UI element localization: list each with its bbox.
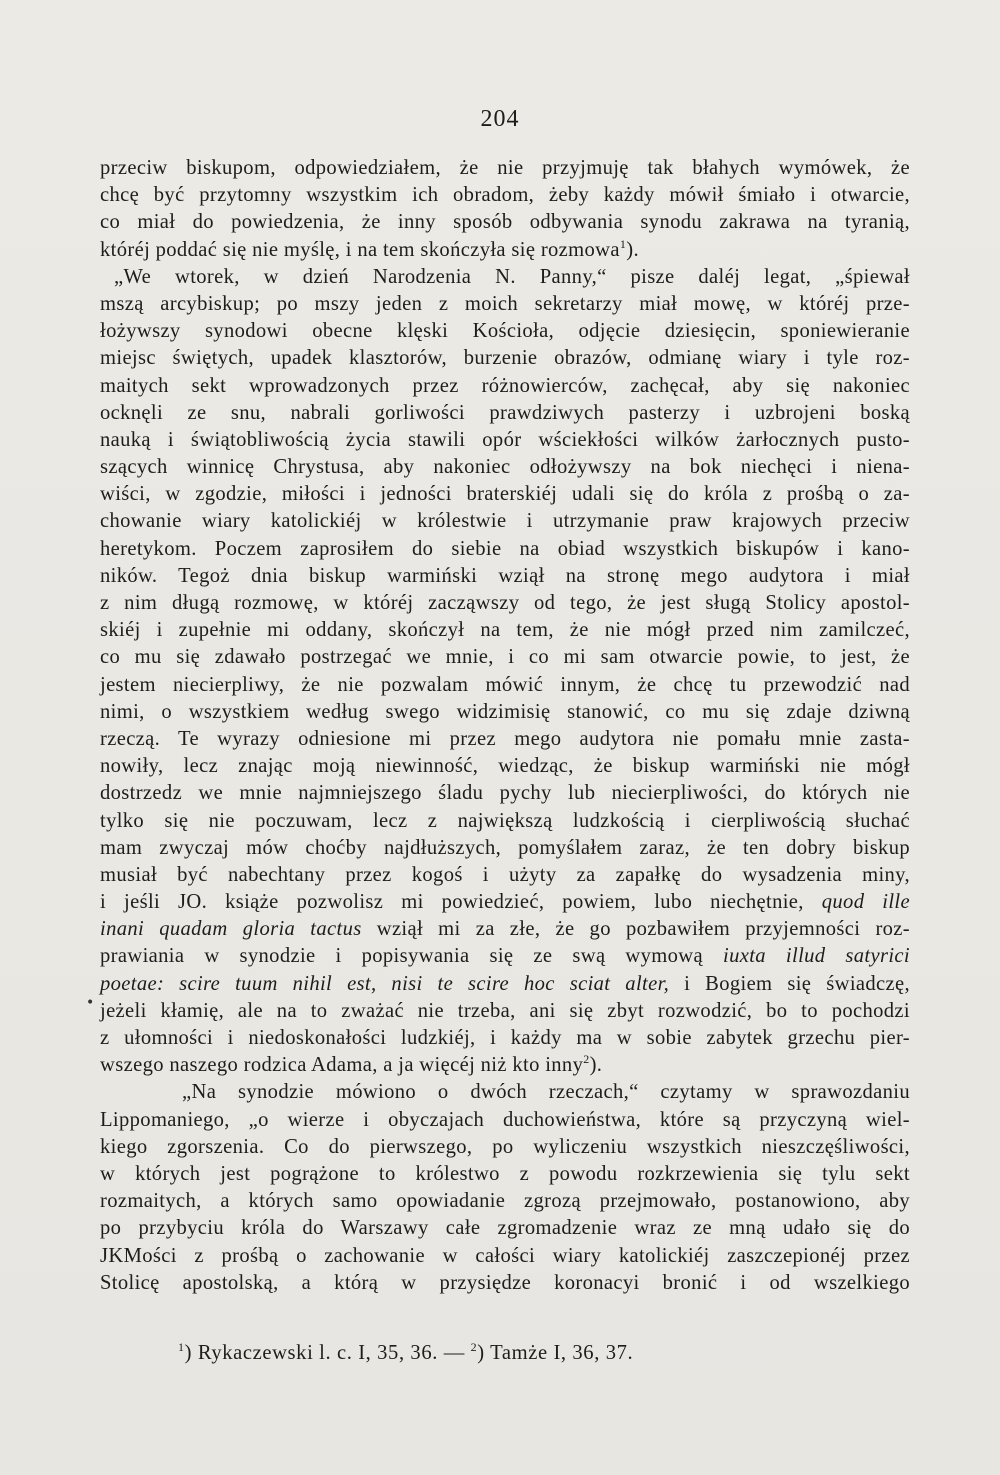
footnote-mark: 1 (178, 1340, 185, 1354)
text-line: nimi, o wszystkiem według swego widzimisię stanowić, co mu się zdaje dziwną (100, 700, 910, 723)
text-line: „We wtorek, w dzień Narodzenia N. Panny,“ pisze daléj legat, „śpiewał (114, 265, 910, 288)
footnote-ref: 1 (619, 236, 627, 251)
text-line: rzeczą. Te wyrazy odniesione mi przez mego audytora nie pomału mnie zasta- (100, 727, 910, 750)
text-line: Stolicę apostolską, a którą w przysiędze koronacyi bronić i od wszelkiego (100, 1271, 910, 1294)
text-line: poetae: scire tuum nihil est, nisi te scire hoc sciat alter, i Bogiem się świadczę, (100, 972, 911, 995)
text-line: ników. Tegoż dnia biskup warmiński wziął na stronę mego audytora i miał (100, 564, 910, 587)
text-line: skiéj i zupełnie mi oddany, skończył na tem, że nie mógł przed nim zamilczeć, (100, 619, 910, 642)
text-line: kiego zgorszenia. Co do pierwszego, po wyliczeniu wszystkich nieszczęśliwości, (100, 1135, 910, 1158)
text-line: Lippomaniego, „o wierze i obyczajach duchowieństwa, które są przyczyną wiel- (100, 1108, 910, 1131)
footnote-mark: 2 (470, 1340, 478, 1354)
text-line: rozmaitych, a których samo opowiadanie zgrozą przejmowało, postanowiono, aby (100, 1190, 910, 1213)
text-line: przeciw biskupom, odpowiedziałem, że nie przyjmuję tak błahych wymówek, że (100, 157, 910, 179)
text-line: „Na synodzie mówiono o dwóch rzeczach,“ czytamy w sprawozdaniu (182, 1081, 910, 1104)
text-line: chcę być przytomny wszystkim ich obradom, żeby każdy mówił śmiało i otwarcie, (100, 184, 910, 207)
text-line: łożywszy synodowi obecne klęski Kościoła, odjęcie dziesięcin, sponiewieranie (100, 320, 910, 343)
text-line: mam zwyczaj mów choćby najdłuższych, pomyślałem zaraz, że ten dobry biskup (100, 836, 910, 859)
text-line: w których jest pogrążone to królestwo z powodu rozkrzewienia się tylu sekt (100, 1162, 910, 1185)
footnote-ref: 2 (583, 1052, 590, 1067)
text-line: co mu się zdawało postrzegać we mnie, i co mi sam otwarcie powie, to jest, że (100, 646, 910, 669)
text-line: i jeśli JO. książe pozwolisz mi powiedzieć, powiem, lubo niechętnie, quod ille (100, 891, 910, 914)
text-line: z ułomności i niedoskonałości ludzkiéj, i każdy ma w sobie zabytek grzechu pier- (100, 1027, 910, 1049)
text-line: mszą arcybiskup; po mszy jeden z moich sekretarzy miał mowę, w któréj prze- (100, 292, 910, 315)
text-line: z nim długą rozmowę, w któréj zacząwszy od tego, że jest sługą Stolicy apostol- (100, 592, 910, 614)
text-line: heretykom. Poczem zaprosiłem do siebie na obiad wszystkich biskupów i kano- (100, 537, 910, 560)
text-line: prawiania w synodzie i popisywania się ze swą wymową iuxta illud satyrici (100, 945, 910, 968)
text-line: co miał do powiedzenia, że inny sposób odbywania synodu zakrawa na tyranią, (100, 211, 910, 234)
text-line: jestem niecierpliwy, że nie pozwalam mówić innym, że chcę tu przewodzić nad (100, 673, 910, 696)
text-line: chowanie wiary katolickiéj w królestwie i utrzymanie praw krajowych przeciw (100, 510, 910, 533)
footnote-2: ) Tamże I, 36, 37. (477, 1342, 634, 1364)
margin-mark: • (86, 995, 95, 1011)
text-line: po przybyciu króla do Warszawy całe zgromadzenie wraz ze mną udało się do (100, 1217, 910, 1240)
text-line: inani quadam gloria tactus wziął mi za złe, że go pozbawiłem przyjemności roz- (100, 918, 910, 941)
text-line: miejsc świętych, upadek klasztorów, burzenie obrazów, odmianę wiary i tyle roz- (100, 347, 910, 370)
text-line: musiał być nabechtany przez kogoś i użyty za zapałkę do wysadzenia miny, (100, 863, 910, 886)
text-line: tylko się nie poczuwam, lecz z największą ludzkością i cierpliwością słuchać (100, 809, 910, 832)
text-line: nowiły, lecz znając moją niewinność, wiedząc, że biskup warmiński nie mógł (100, 755, 910, 778)
text-line: wszego naszego rodzica Adama, a ja więcéj niż kto inny$^2$). (100, 1052, 603, 1077)
text-line: JKMości z prośbą o zachowanie w całości wiary katolickiéj zaszczepionéj przez (100, 1244, 910, 1267)
text-line: dostrzedz we mnie najmniejszego śladu pychy lub niecierpliwości, do których nie (100, 782, 910, 805)
text-line: któréj poddać się nie myślę, i na tem skończyła się rozmowa$^1$). (100, 236, 639, 261)
text-line: wiści, w zgodzie, miłości i jedności braterskiéj udali się do króla z prośbą o za- (100, 483, 910, 506)
text-line: maitych sekt wprowadzonych przez różnowierców, zachęcał, aby się nakoniec (100, 374, 910, 397)
text-line: jeżeli kłamię, ale na to zważać nie trzeba, ani się zbyt rozwodzić, bo to pochodzi (100, 999, 910, 1022)
footnotes (178, 1342, 633, 1365)
body-text (100, 155, 910, 1297)
text-line: ocknęli ze snu, nabrali gorliwości prawdziwych pasterzy i uzbrojeni boską (100, 401, 910, 424)
page-number: 204 (480, 106, 520, 132)
text-line: szących winnicę Chrystusa, aby nakoniec odłożywszy na bok niechęci i niena- (100, 456, 910, 479)
footnote-1: ) Rykaczewski l. c. I, 35, 36. — (184, 1342, 465, 1364)
text-line: nauką i świątobliwością życia stawili opór wściekłości wilków żarłocznych pusto- (100, 428, 910, 451)
